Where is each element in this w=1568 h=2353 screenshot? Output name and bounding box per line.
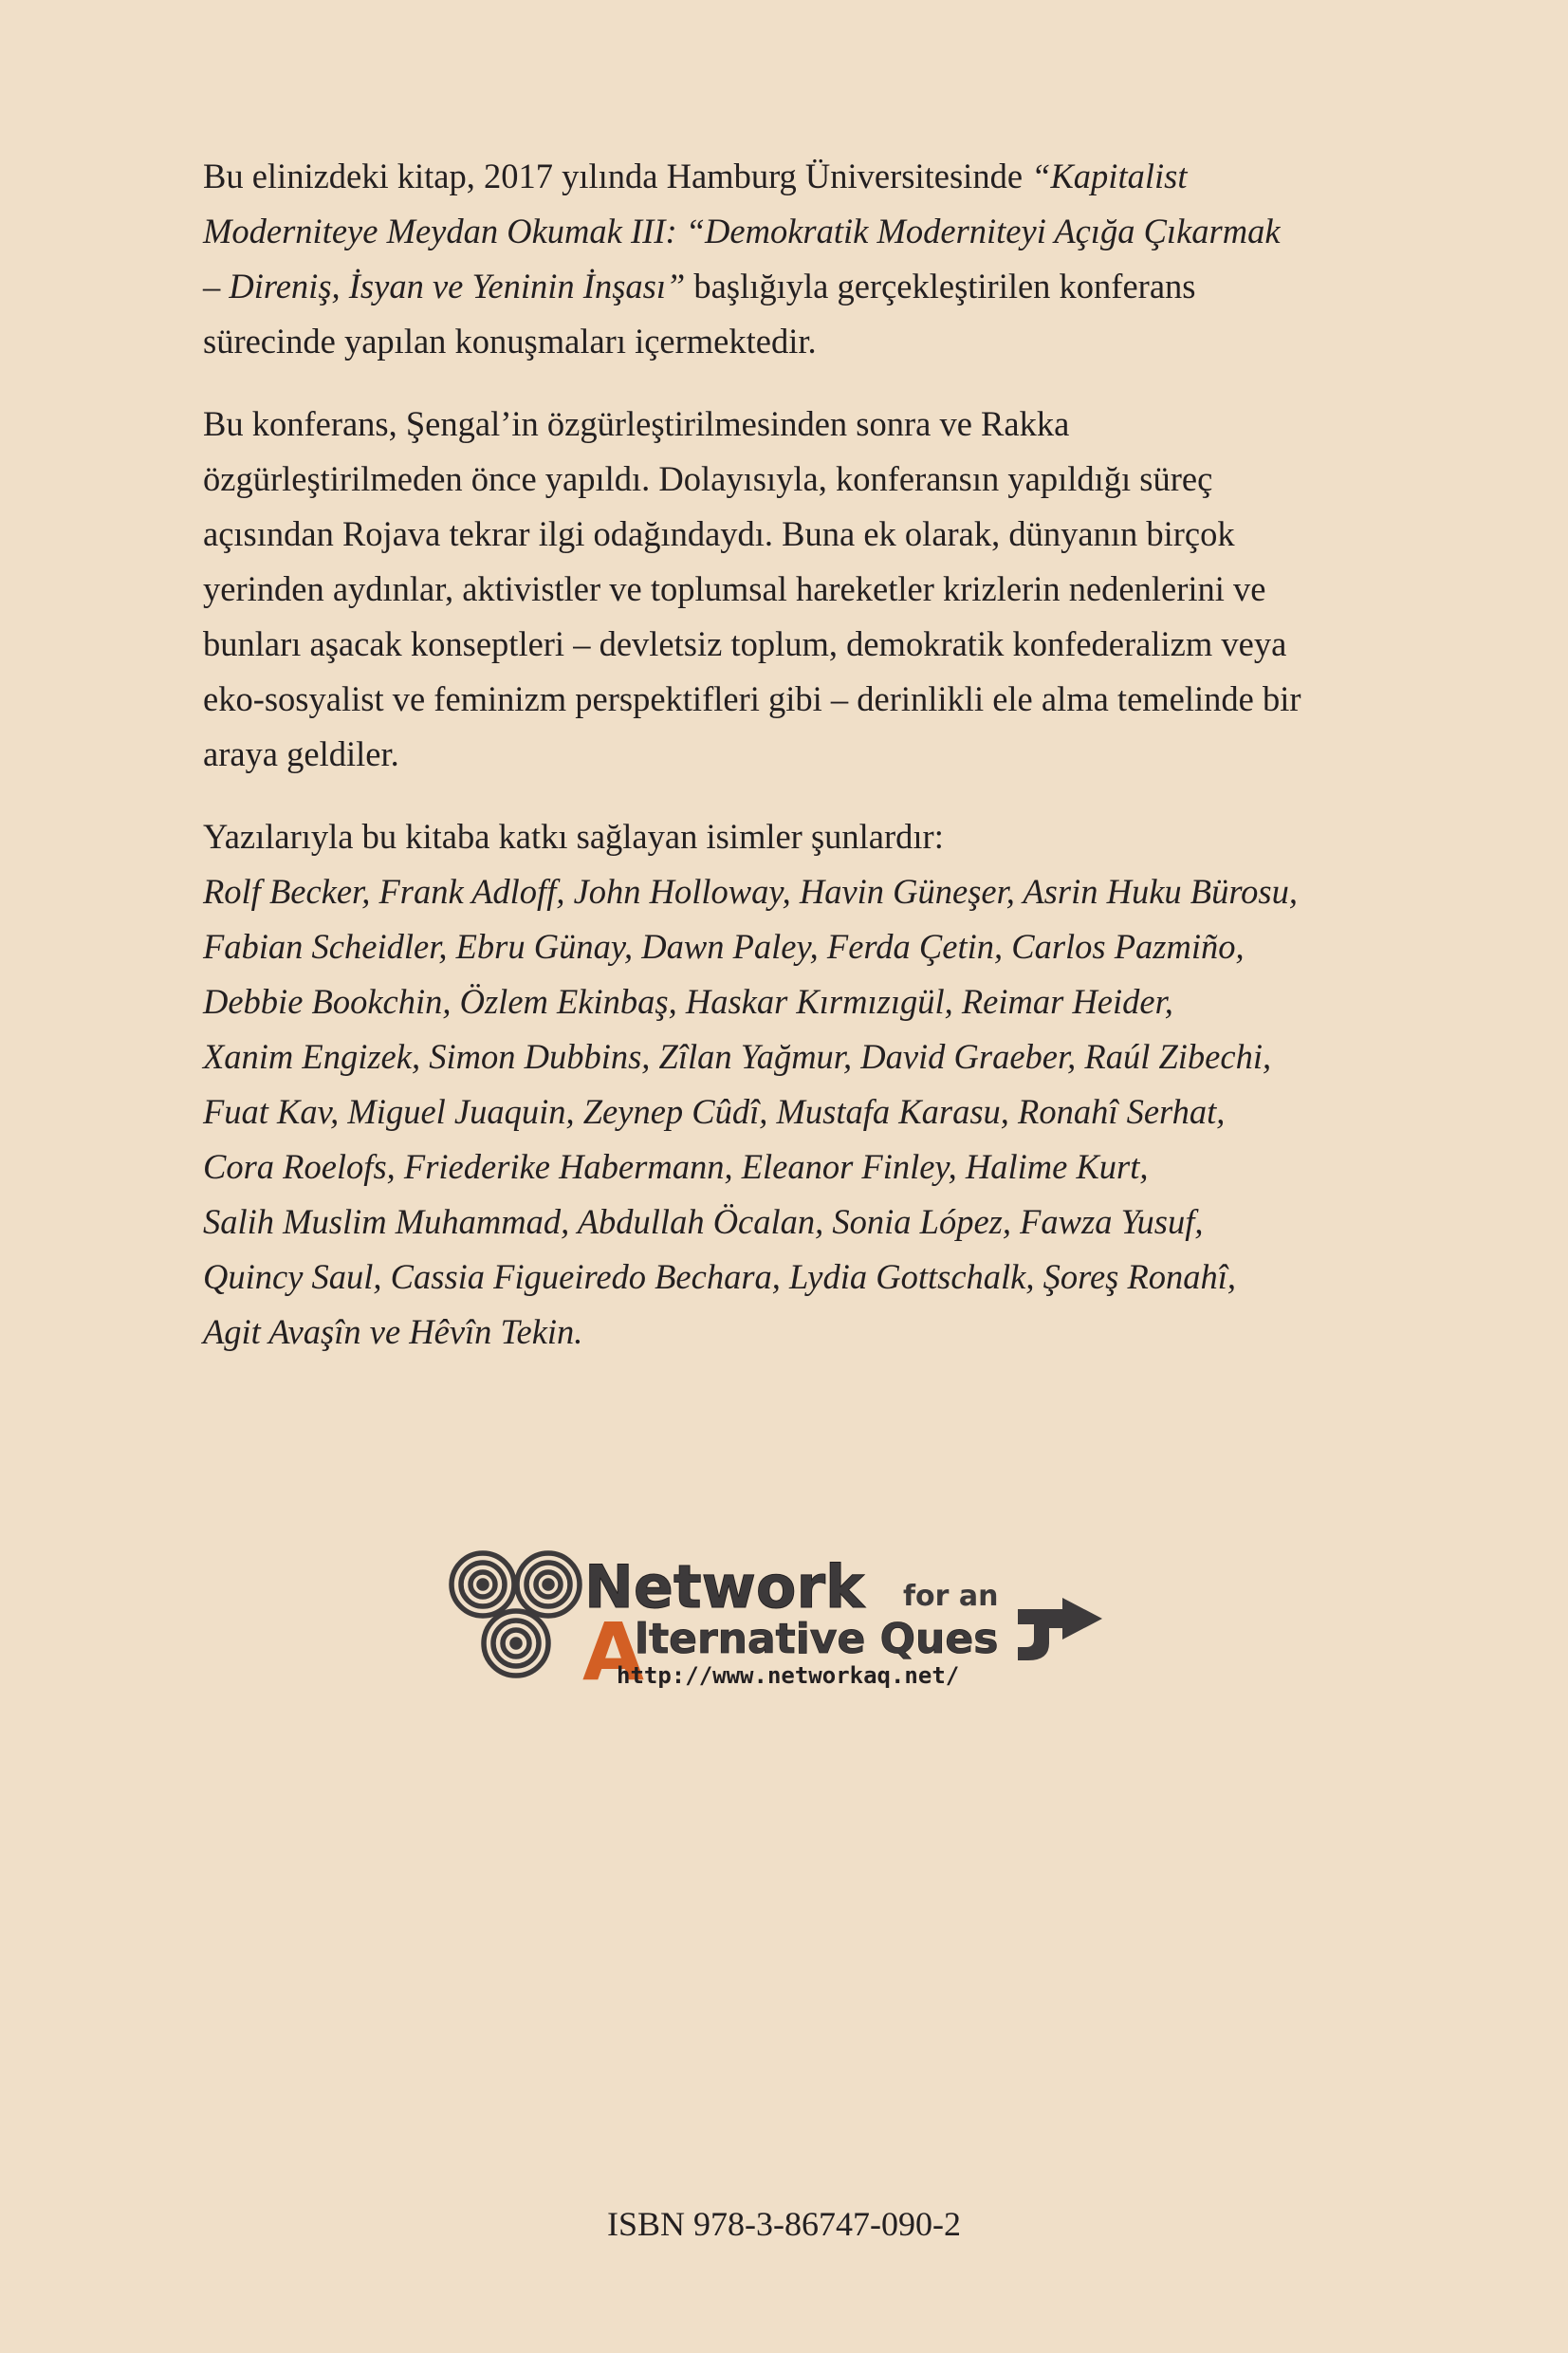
- context-line: yerinden aydınlar, aktivistler ve toplumsal hareketler krizlerin nedenlerini ve: [203, 569, 1266, 608]
- context-line: açısından Rojava tekrar ilgi odağındaydı. Buna ek olarak, dünyanın birçok: [203, 514, 1235, 553]
- intro-line-3: [203, 259, 1379, 314]
- context-line: Bu konferans, Şengal’in özgürleştirilmesinden sonra ve Rakka: [203, 404, 1070, 443]
- contributors-paragraph: [203, 809, 1379, 1360]
- context-paragraph: [203, 397, 1379, 782]
- quest-arrow-icon: [1018, 1598, 1102, 1660]
- back-cover-text: [203, 149, 1379, 1387]
- intro-text: başlığıyla gerçekleştirilen konferans: [685, 267, 1196, 306]
- contributor-line: Agit Avaşîn ve Hêvîn Tekin.: [203, 1312, 583, 1351]
- network-aq-logo: [442, 1548, 1106, 1691]
- contributor-line: Fuat Kav, Miguel Juaquin, Zeynep Cûdî, Mustafa Karasu, Ronahî Serhat,: [203, 1092, 1226, 1131]
- intro-line-4: sürecinde yapılan konuşmaları içermektedir.: [203, 322, 817, 361]
- logo-graphic: [442, 1548, 1106, 1691]
- intro-text: Bu elinizdeki kitap, 2017 yılında Hamburg Üniversitesinde: [203, 157, 1032, 195]
- intro-line-1: [203, 149, 1379, 204]
- intro-paragraph: [203, 149, 1379, 369]
- contributor-line: Debbie Bookchin, Özlem Ekinbaş, Haskar Kırmızıgül, Reimar Heider,: [203, 982, 1173, 1021]
- book-title-italic: “Kapitalist: [1031, 157, 1188, 195]
- isbn-number: ISBN 978-3-86747-090-2: [607, 2205, 961, 2243]
- context-line: bunları aşacak konseptleri – devletsiz toplum, demokratik konfederalizm veya: [203, 624, 1287, 663]
- logo-letter-a: A: [582, 1605, 645, 1691]
- contributors-heading: Yazılarıyla bu kitaba katkı sağlayan isimler şunlardır:: [203, 817, 944, 856]
- contributor-line: Salih Muslim Muhammad, Abdullah Öcalan, Sonia López, Fawza Yusuf,: [203, 1202, 1204, 1241]
- logo-url: http://www.networkaq.net/: [617, 1662, 960, 1689]
- logo-word-for-an: for an: [903, 1580, 999, 1613]
- context-line: eko-sosyalist ve feminizm perspektifleri gibi – derinlikli ele alma temelinde bir: [203, 679, 1301, 718]
- intro-line-2: Moderniteye Meydan Okumak III: “Demokratik Moderniteyi Açığa Çıkarmak: [203, 212, 1281, 250]
- logo-word-alternative-quest: lternative Ques: [635, 1615, 999, 1663]
- logo-word-network: Network: [584, 1552, 865, 1621]
- contributor-line: Cora Roelofs, Friederike Habermann, Eleanor Finley, Halime Kurt,: [203, 1147, 1149, 1186]
- contributor-line: Rolf Becker, Frank Adloff, John Holloway, Havin Güneşer, Asrin Huku Bürosu,: [203, 872, 1299, 911]
- contributor-line: Quincy Saul, Cassia Figueiredo Bechara, Lydia Gottschalk, Şoreş Ronahî,: [203, 1257, 1237, 1296]
- book-title-italic: – Direniş, İsyan ve Yeninin İnşası”: [203, 267, 686, 306]
- context-line: özgürleştirilmeden önce yapıldı. Dolayısıyla, konferansın yapıldığı süreç: [203, 459, 1213, 498]
- contributor-line: Xanim Engizek, Simon Dubbins, Zîlan Yağmur, David Graeber, Raúl Zibechi,: [203, 1037, 1272, 1076]
- contributor-line: Fabian Scheidler, Ebru Günay, Dawn Paley, Ferda Çetin, Carlos Pazmiño,: [203, 927, 1245, 966]
- triple-spiral-icon: [452, 1553, 580, 1676]
- context-line: araya geldiler.: [203, 734, 399, 773]
